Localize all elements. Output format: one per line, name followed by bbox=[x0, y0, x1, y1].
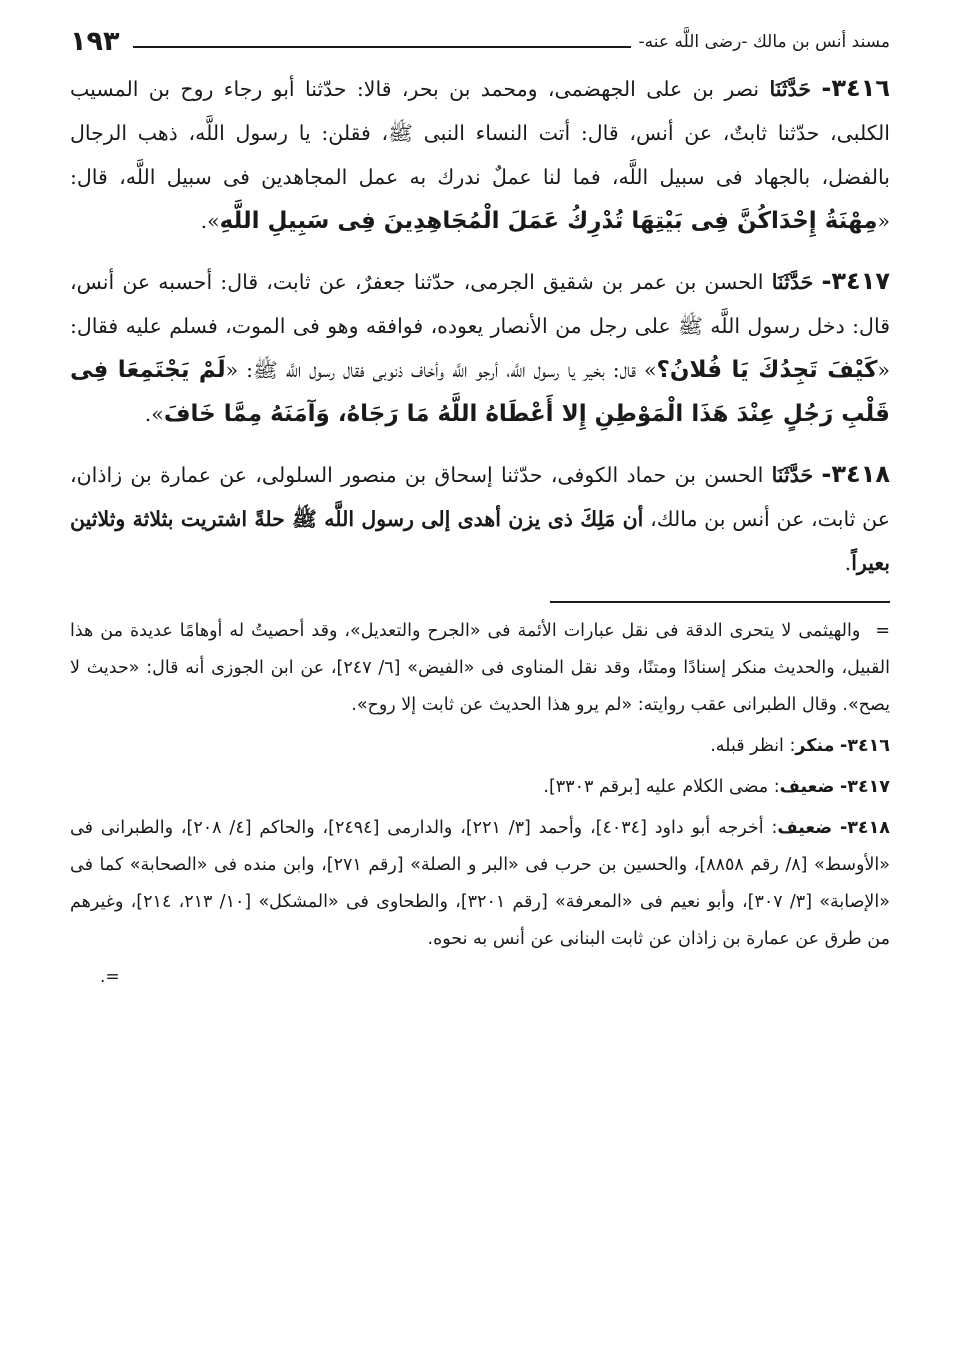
hadith-isnad-text: الحسن بن حماد الكوفى، حدّثنا إسحاق بن منصور السلولى، عن عمارة بن زاذان، عن ثابت، عن أنس بن مالك، bbox=[70, 463, 890, 531]
footnote-text: : انظر قبله. bbox=[710, 736, 796, 756]
page-number: ١٩٣ bbox=[70, 26, 133, 57]
hadith-narration-word: حَدَّثَنَا bbox=[771, 270, 814, 294]
footnote-number: ٣٤١٨- bbox=[839, 818, 890, 838]
hadith-3417 bbox=[70, 259, 890, 436]
hadith-3416 bbox=[70, 66, 890, 243]
hadith-matn: كَيْفَ تَجِدُكَ يَا فُلانُ؟ bbox=[656, 357, 878, 383]
hadith-closing: ». bbox=[144, 402, 164, 426]
footnote-grade: منكر bbox=[795, 736, 835, 756]
page-header bbox=[70, 22, 890, 66]
running-title: مسند أنس بن مالك -رضى اللَّه عنه- bbox=[631, 32, 890, 52]
footnote-number: ٣٤١٦- bbox=[840, 736, 890, 756]
footnote-continues-mark: =. bbox=[100, 967, 120, 987]
footnote-3417 bbox=[70, 769, 890, 806]
footnote-3416 bbox=[70, 728, 890, 765]
footnote-number: ٣٤١٧- bbox=[840, 777, 890, 797]
hadith-narration-word: حَدَّثَنَا bbox=[769, 77, 812, 101]
footnote-3418 bbox=[70, 810, 890, 958]
footnote-text: والهيثمى لا يتحرى الدقة فى نقل عبارات الأئمة فى «الجرح والتعديل»، وقد أحصيتُ له أوهامًا عديدة من هذا القبيل، والحديث منكر إسنادًا ومتنًا، وقد نقل المناوى فى «الفيض» [٦/ ٢٤٧]، عن ابن الجوزى أنه قال: «حديث لا يصح». وقال الطبرانى عقب روايته: «لم يرو هذا الحديث عن ثابت إلا روح». bbox=[70, 621, 890, 715]
page bbox=[70, 22, 890, 1365]
hadith-matn-second: لَمْ يَجْتَمِعَا فِى قَلْبِ رَجُلٍ عِنْدَ هَذَا الْمَوْطِنِ إِلا أَعْطَاهُ اللَّهُ مَا رَجَاهُ، وَآمَنَهُ مِمَّا خَافَ bbox=[70, 357, 890, 427]
hadith-number: ٣٤١٧- bbox=[821, 267, 890, 295]
footnote-continuation bbox=[70, 613, 890, 724]
hadith-number: ٣٤١٦- bbox=[821, 74, 890, 102]
hadith-matn: مِهْنَةُ إِحْدَاكُنَّ فِى بَيْتِهَا تُدْرِكُ عَمَلَ الْمُجَاهِدِينَ فِى سَبِيلِ اللَّهِ bbox=[219, 208, 878, 234]
hadith-3418 bbox=[70, 452, 890, 585]
footnote-text: : مضى الكلام عليه [برقم ٣٣٠٣]. bbox=[543, 777, 780, 797]
footnote-separator bbox=[550, 601, 890, 603]
continuation-mark: = bbox=[875, 621, 890, 641]
hadith-middle-text: » قال: بخير يا رسول اللَّه، أرجو اللَّه وأخاف ذنوبى فقال رسول اللَّه ﷺ: « bbox=[225, 358, 657, 382]
hadith-closing: ». bbox=[200, 209, 220, 233]
hadith-number: ٣٤١٨- bbox=[821, 460, 890, 488]
footnote-grade: ضعيف bbox=[777, 818, 833, 838]
hadith-isnad-text: نصر بن على الجهضمى، ومحمد بن بحر، قالا: حدّثنا أبو رجاء روح بن المسيب الكلبى، حدّثنا ثابتٌ، عن أنس، قال: أتت النساء النبى ﷺ، فقلن: يا رسول اللَّه، ذهب الرجال بالفضل، بالجهاد فى سبيل اللَّه، فما لنا عملٌ ندرك به عمل المجاهدين فى سبيل اللَّه، قال: « bbox=[70, 77, 890, 233]
hadith-bold-phrase: أن مَلِكَ ذى يزن أهدى إلى رسول اللَّه ﷺ حلةً اشتريت بثلاثة وثلاثين بعيراً bbox=[70, 507, 890, 575]
footnote-text: : أخرجه أبو داود [٤٠٣٤]، وأحمد [٣/ ٢٢١]، والدارمى [٢٤٩٤]، والحاكم [٤/ ٢٠٨]، والطبرانى فى «الأوسط» [٨/ رقم ٨٨٥٨]، والحسين بن حرب فى «البر و الصلة» [رقم ٢٧١]، وابن منده فى «الصحابة» كما فى «الإصابة» [٣/ ٣٠٧]، وأبو نعيم فى «المعرفة» [رقم ٣٢٠١]، والطحاوى فى «المشكل» [١٠/ ٢١٣، ٢١٤]، وغيرهم من طرق عن عمارة بن زاذان عن ثابت البنانى عن أنس به نحوه. bbox=[70, 818, 890, 949]
hadith-closing: . bbox=[844, 551, 852, 575]
hadith-narration-word: حَدَّثَنَا bbox=[771, 463, 814, 487]
hadith-isnad-text: الحسن بن عمر بن شقيق الجرمى، حدّثنا جعفرٌ، عن ثابت، قال: أحسبه عن أنس، قال: دخل رسول اللَّه ﷺ على رجل من الأنصار يعوده، فوافقه وهو فى الموت، فسلم عليه فقال: « bbox=[70, 270, 891, 382]
footnote-grade: ضعيف bbox=[779, 777, 835, 797]
